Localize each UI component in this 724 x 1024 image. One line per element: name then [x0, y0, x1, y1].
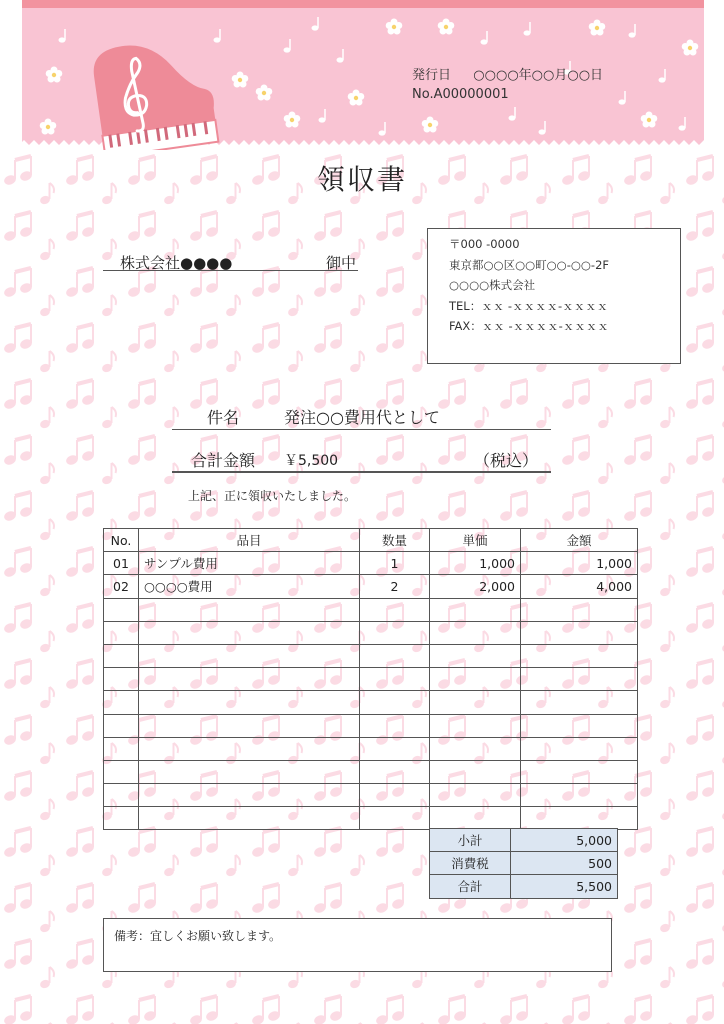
subtotal-label: 小計	[430, 829, 511, 852]
table-row	[104, 598, 638, 621]
cell-item	[139, 598, 360, 621]
issue-date-label: 発行日	[412, 68, 452, 83]
table-row	[104, 621, 638, 644]
table-row	[104, 552, 638, 575]
document-number: No.A00000001	[412, 87, 509, 102]
consumption-tax-label: 消費税	[430, 852, 511, 875]
table-row	[104, 575, 638, 598]
table-row	[104, 737, 638, 760]
issuer-address: 東京都○○区○○町○○-○○-2F	[449, 258, 610, 272]
cell-quantity	[360, 668, 430, 691]
cell-no	[104, 784, 139, 807]
cell-item	[139, 644, 360, 667]
cell-amount	[521, 668, 638, 691]
tax-included-note: （税込）	[474, 451, 539, 470]
cell-unit-price	[430, 737, 521, 760]
column-header-unit-price: 単価	[430, 529, 521, 552]
cell-no: 02	[104, 575, 139, 598]
cell-unit-price	[430, 760, 521, 783]
cell-no	[104, 807, 139, 830]
cell-amount	[521, 621, 638, 644]
cell-amount	[521, 644, 638, 667]
items-table	[103, 528, 638, 830]
cell-no: 01	[104, 552, 139, 575]
cell-no	[104, 668, 139, 691]
cell-unit-price	[430, 784, 521, 807]
cell-amount: 4,000	[521, 575, 638, 598]
cell-quantity	[360, 784, 430, 807]
cell-amount	[521, 807, 638, 830]
cell-quantity	[360, 714, 430, 737]
subject-label: 件名	[207, 408, 240, 427]
issuer-postal: 〒000 -0000	[449, 237, 520, 251]
cell-item: ○○○○費用	[139, 575, 360, 598]
cell-quantity	[360, 621, 430, 644]
cell-amount	[521, 691, 638, 714]
issue-date-value: ○○○○年○○月○○日	[473, 68, 604, 83]
recipient-honorific: 御中	[326, 254, 357, 272]
table-row	[104, 760, 638, 783]
table-row	[104, 644, 638, 667]
cell-unit-price	[430, 621, 521, 644]
cell-no	[104, 644, 139, 667]
subject-underline	[172, 429, 551, 430]
cell-item	[139, 668, 360, 691]
cell-unit-price	[430, 668, 521, 691]
cell-unit-price	[430, 644, 521, 667]
cell-item	[139, 621, 360, 644]
cell-item	[139, 691, 360, 714]
issuer-address-box	[427, 228, 681, 364]
cell-no	[104, 598, 139, 621]
cell-amount	[521, 760, 638, 783]
column-header-item: 品目	[139, 529, 360, 552]
recipient-underline	[103, 270, 358, 271]
total-underline	[172, 471, 551, 473]
issue-date-row	[412, 64, 603, 83]
cell-quantity	[360, 760, 430, 783]
table-row	[104, 784, 638, 807]
cell-quantity	[360, 598, 430, 621]
column-header-quantity: 数量	[360, 529, 430, 552]
cell-item	[139, 784, 360, 807]
cell-item	[139, 714, 360, 737]
cell-unit-price	[430, 807, 521, 830]
cell-quantity: 1	[360, 552, 430, 575]
consumption-tax-value: 500	[511, 852, 618, 875]
totals-table	[429, 828, 618, 899]
cell-unit-price: 2,000	[430, 575, 521, 598]
cell-no	[104, 691, 139, 714]
table-header-row	[104, 529, 638, 552]
cell-no	[104, 760, 139, 783]
cell-item: サンプル費用	[139, 552, 360, 575]
cell-item	[139, 737, 360, 760]
cell-amount	[521, 784, 638, 807]
issuer-fax: FAX：ｘｘ -ｘｘｘｘ-ｘｘｘｘ	[449, 319, 609, 333]
grand-total-label: 合計	[430, 875, 511, 898]
cell-unit-price	[430, 691, 521, 714]
cell-quantity	[360, 807, 430, 830]
recipient-name: 株式会社●●●●	[120, 254, 233, 272]
cell-quantity: 2	[360, 575, 430, 598]
total-amount-label: 合計金額	[191, 451, 256, 470]
cell-amount	[521, 737, 638, 760]
page-title: 領収書	[316, 163, 407, 196]
cell-quantity	[360, 737, 430, 760]
cell-quantity	[360, 644, 430, 667]
table-row	[104, 668, 638, 691]
cell-unit-price	[430, 714, 521, 737]
cell-no	[104, 621, 139, 644]
grand-total-row	[430, 875, 618, 898]
column-header-no: No.	[104, 529, 139, 552]
table-row	[104, 691, 638, 714]
table-row	[104, 714, 638, 737]
cell-amount: 1,000	[521, 552, 638, 575]
total-amount-value: ￥5,500	[284, 453, 339, 469]
table-row	[104, 807, 638, 830]
column-header-amount: 金額	[521, 529, 638, 552]
cell-no	[104, 714, 139, 737]
cell-unit-price: 1,000	[430, 552, 521, 575]
cell-amount	[521, 714, 638, 737]
subtotal-value: 5,000	[511, 829, 618, 852]
notes-text: 備考：宜しくお願い致します。	[114, 929, 282, 943]
subtotal-row	[430, 829, 618, 852]
consumption-tax-row	[430, 852, 618, 875]
subject-value: 発注○○費用代として	[284, 408, 440, 427]
cell-item	[139, 807, 360, 830]
notes-box	[103, 918, 612, 972]
cell-item	[139, 760, 360, 783]
cell-unit-price	[430, 598, 521, 621]
cell-no	[104, 737, 139, 760]
grand-total-value: 5,500	[511, 875, 618, 898]
cell-quantity	[360, 691, 430, 714]
cell-amount	[521, 598, 638, 621]
issuer-tel: TEL：ｘｘ -ｘｘｘｘ-ｘｘｘｘ	[449, 299, 609, 313]
acknowledgement-text: 上記、正に領収いたしました。	[188, 489, 357, 503]
issuer-company: ○○○○株式会社	[449, 278, 536, 292]
